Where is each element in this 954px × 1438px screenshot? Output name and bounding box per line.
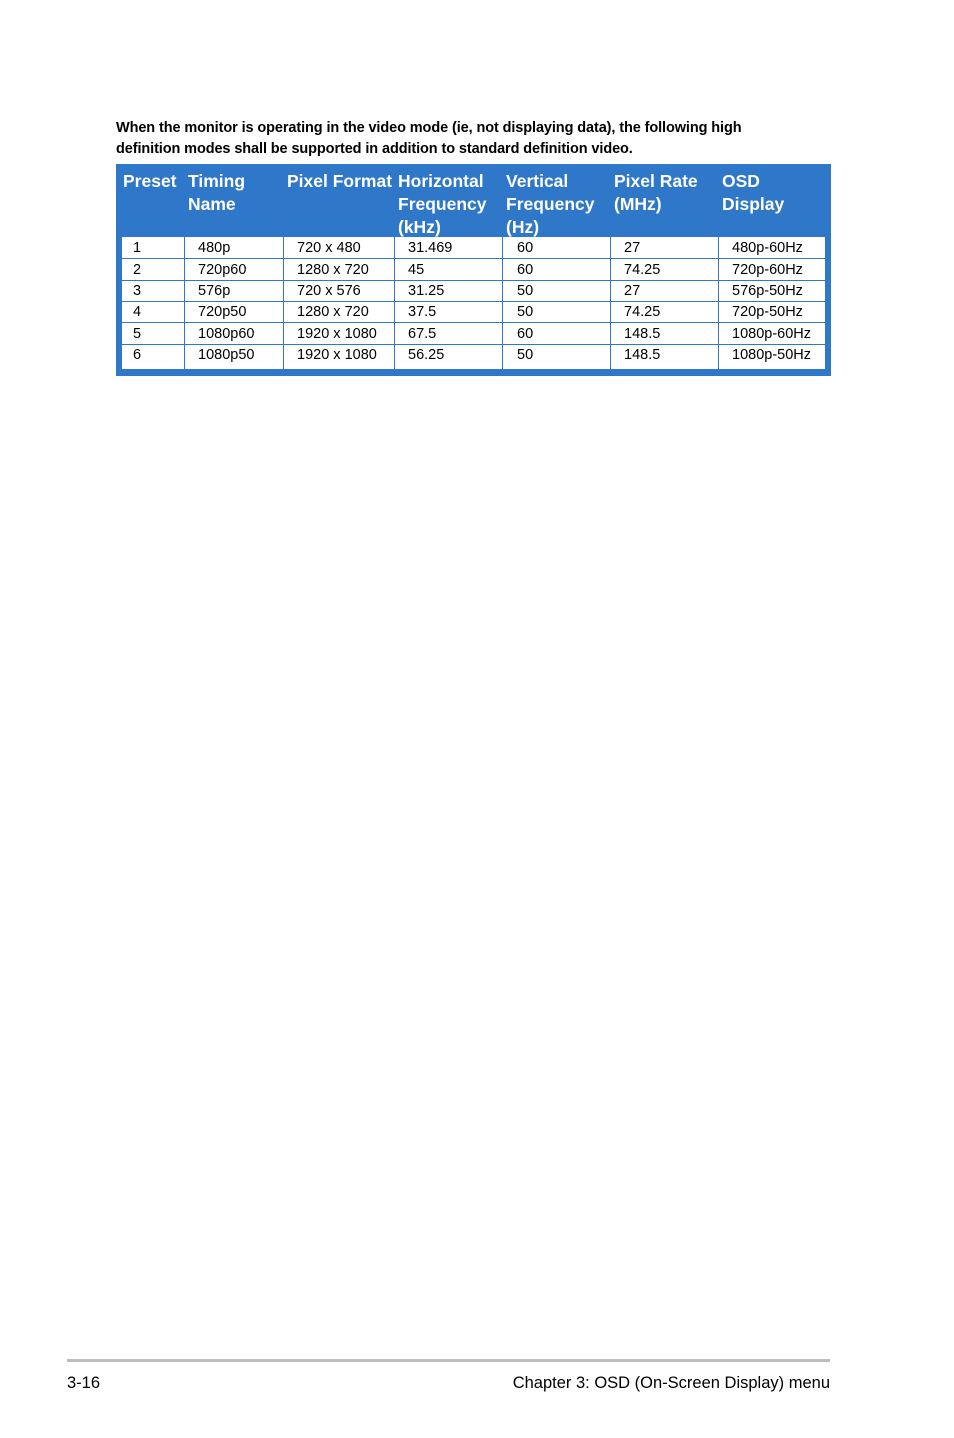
cell-preset: 1 <box>133 240 142 256</box>
cell-timing-name: 576p <box>198 283 231 299</box>
cell-horizontal-frequency: 31.469 <box>408 240 453 256</box>
cell-pixel-rate: 74.25 <box>624 262 661 278</box>
header-horizontal-frequency: Horizontal Frequency (kHz) <box>398 171 487 237</box>
table-body <box>122 237 825 369</box>
cell-vertical-frequency: 50 <box>517 347 534 363</box>
cell-horizontal-frequency: 37.5 <box>408 304 437 320</box>
cell-preset: 4 <box>133 304 142 320</box>
cell-preset: 6 <box>133 347 142 363</box>
cell-vertical-frequency: 60 <box>517 326 534 342</box>
cell-preset: 3 <box>133 283 142 299</box>
cell-osd-display: 1080p-60Hz <box>732 326 811 342</box>
footer-rule <box>67 1359 830 1362</box>
table-row <box>122 323 825 344</box>
cell-timing-name: 480p <box>198 240 231 256</box>
cell-pixel-rate: 148.5 <box>624 326 661 342</box>
cell-osd-display: 576p-50Hz <box>732 283 803 299</box>
cell-pixel-rate: 74.25 <box>624 304 661 320</box>
cell-pixel-format: 720 x 576 <box>297 283 361 299</box>
cell-horizontal-frequency: 67.5 <box>408 326 437 342</box>
cell-horizontal-frequency: 45 <box>408 262 425 278</box>
cell-pixel-format: 1280 x 720 <box>297 304 369 320</box>
table-row <box>122 301 825 322</box>
cell-horizontal-frequency: 31.25 <box>408 283 445 299</box>
header-preset: Preset <box>123 171 177 191</box>
cell-timing-name: 720p60 <box>198 262 247 278</box>
table-row <box>122 280 825 301</box>
table-row <box>122 237 825 258</box>
cell-preset: 2 <box>133 262 142 278</box>
header-timing-name: Timing Name <box>188 171 246 214</box>
cell-vertical-frequency: 50 <box>517 283 534 299</box>
cell-pixel-format: 1280 x 720 <box>297 262 369 278</box>
intro-line-1: When the monitor is operating in the video mode (ie, not displaying data), the following high <box>116 120 742 136</box>
table-row <box>122 344 825 365</box>
cell-timing-name: 1080p60 <box>198 326 255 342</box>
cell-pixel-rate: 27 <box>624 240 641 256</box>
cell-osd-display: 480p-60Hz <box>732 240 803 256</box>
cell-osd-display: 720p-60Hz <box>732 262 803 278</box>
cell-pixel-rate: 148.5 <box>624 347 661 363</box>
cell-vertical-frequency: 50 <box>517 304 534 320</box>
cell-horizontal-frequency: 56.25 <box>408 347 445 363</box>
cell-vertical-frequency: 60 <box>517 262 534 278</box>
intro-paragraph <box>116 118 816 160</box>
cell-vertical-frequency: 60 <box>517 240 534 256</box>
intro-line-2: definition modes shall be supported in addition to standard definition video. <box>116 141 633 157</box>
table-row <box>122 259 825 280</box>
cell-pixel-format: 720 x 480 <box>297 240 361 256</box>
cell-pixel-format: 1920 x 1080 <box>297 326 377 342</box>
page-number: 3-16 <box>67 1374 101 1392</box>
cell-pixel-format: 1920 x 1080 <box>297 347 377 363</box>
cell-preset: 5 <box>133 326 142 342</box>
header-pixel-rate: Pixel Rate (MHz) <box>614 171 698 214</box>
cell-pixel-rate: 27 <box>624 283 641 299</box>
header-osd-display: OSD Display <box>722 171 785 214</box>
header-pixel-format: Pixel Format <box>287 171 393 191</box>
cell-timing-name: 1080p50 <box>198 347 255 363</box>
chapter-title: Chapter 3: OSD (On-Screen Display) menu <box>512 1374 830 1392</box>
header-vertical-frequency: Vertical Frequency (Hz) <box>506 171 595 237</box>
cell-osd-display: 1080p-50Hz <box>732 347 811 363</box>
cell-timing-name: 720p50 <box>198 304 247 320</box>
cell-osd-display: 720p-50Hz <box>732 304 803 320</box>
table-header <box>116 164 831 236</box>
hd-modes-table <box>116 164 831 376</box>
